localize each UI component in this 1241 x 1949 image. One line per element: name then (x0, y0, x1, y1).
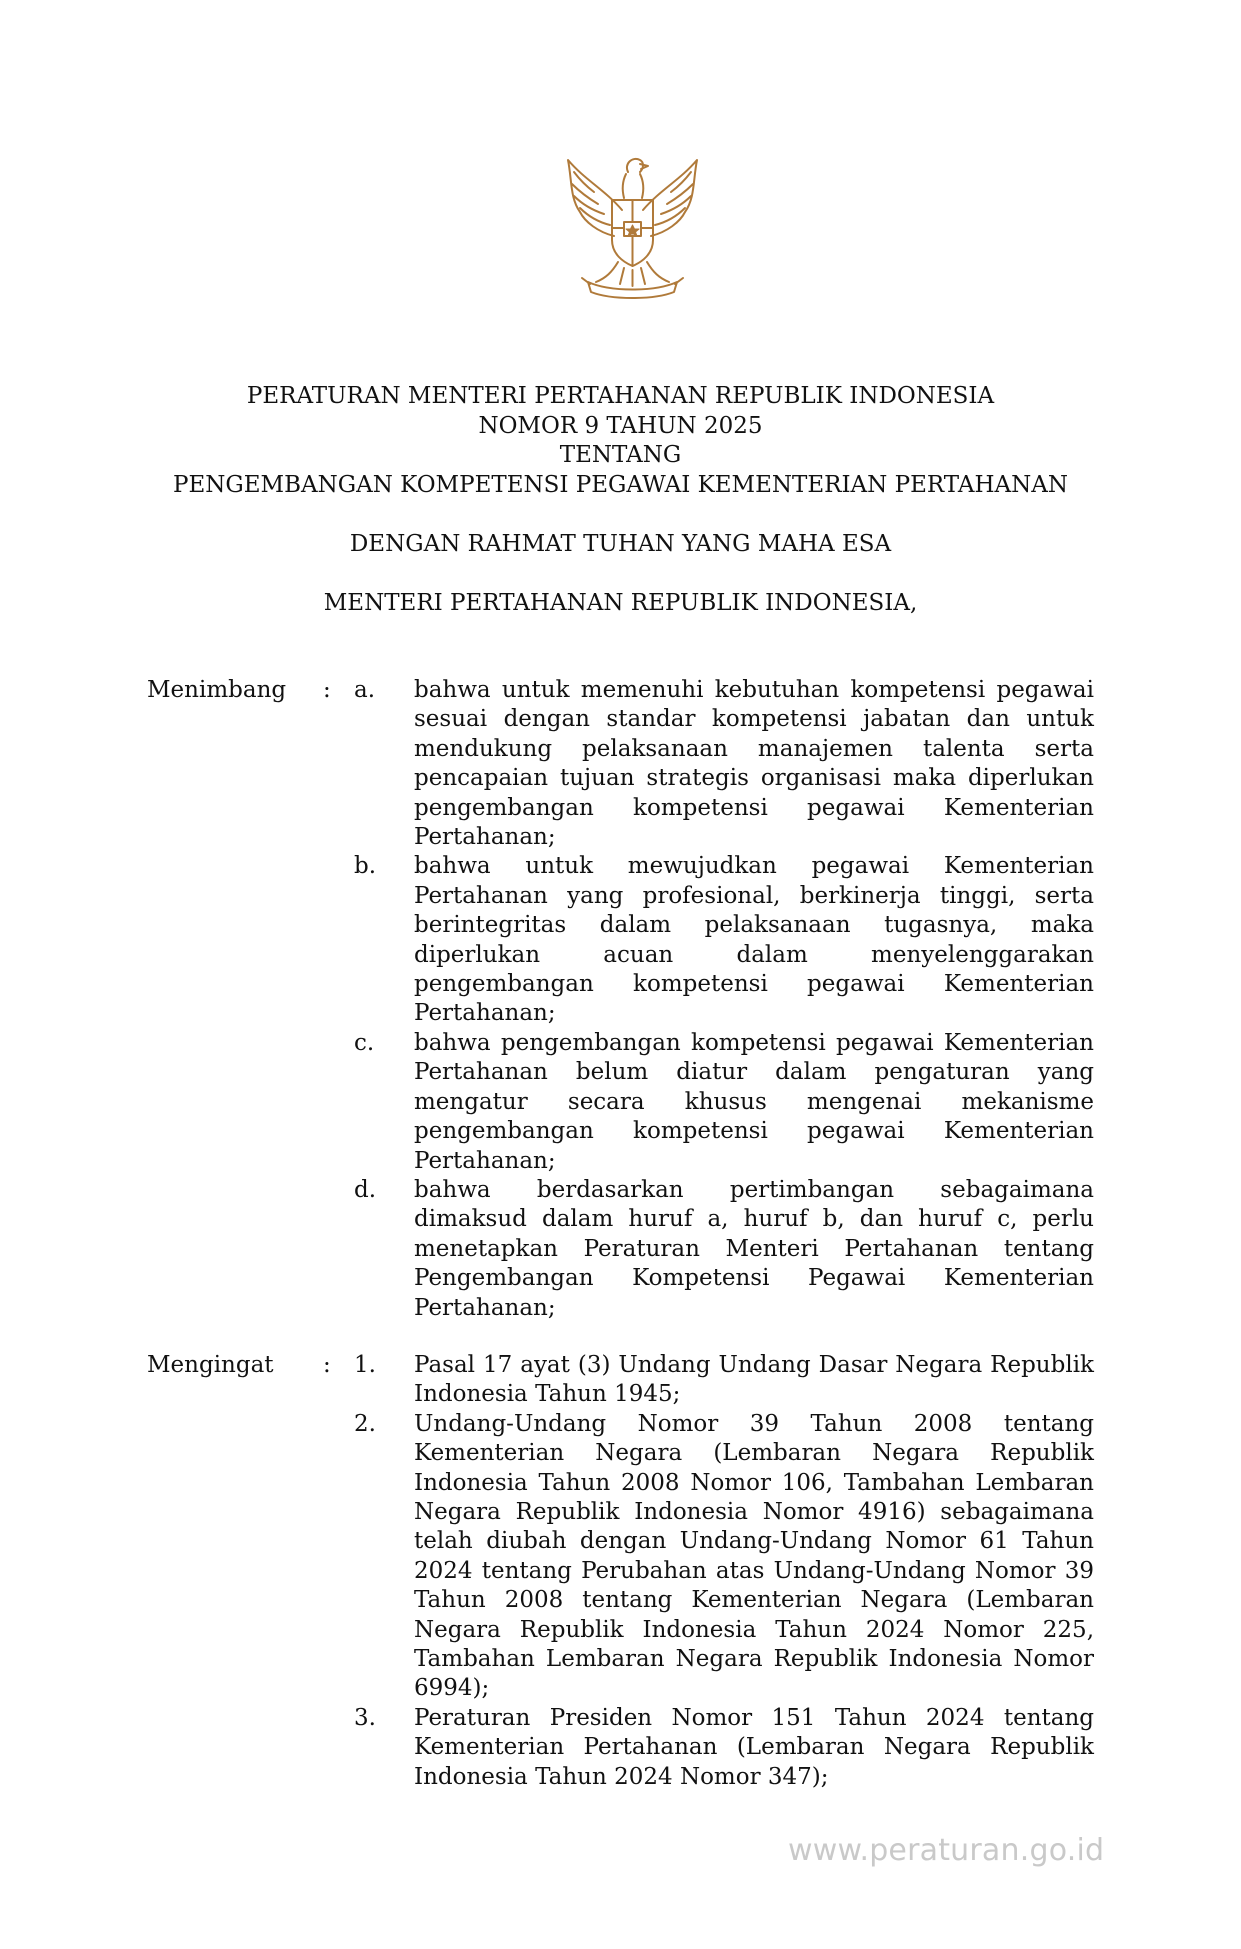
item-text: Pasal 17 ayat (3) Undang Undang Dasar Negara Republik Indonesia Tahun 1945; (414, 1352, 1094, 1408)
regulation-number: NOMOR 9 TAHUN 2025 (478, 412, 763, 439)
item-text: bahwa untuk mewujudkan pegawai Kementerian Pertahanan yang profesional, berkinerja tinggi, serta berintegritas dalam pelaksanaan tugasnya, maka diperlukan acuan dalam menyelenggarakan pengembangan kompetensi pegawai Kementerian Pertahanan; (414, 853, 1094, 1027)
item-text: Peraturan Presiden Nomor 151 Tahun 2024 tentang Kementerian Pertahanan (Lembaran Negara Republik Indonesia Tahun 2024 Nomor 347); (414, 1704, 1094, 1790)
item-text: Undang-Undang Nomor 39 Tahun 2008 tentang Kementerian Negara (Lembaran Negara Republik Indonesia Tahun 2008 Nomor 106, Tambahan Lembaran Negara Republik Indonesia Nomor 4916) sebagaimana telah diubah dengan Undang-Undang Nomor 61 Tahun 2024 tentang Perubahan atas Undang-Undang Nomor 39 Tahun 2008 tentang Kementerian Negara (Lembaran Negara Republik Indonesia Tahun 2024 Nomor 225, Tambahan Lembaran Negara Republik Indonesia Nomor 6994); (414, 1410, 1094, 1702)
mengingat-colon: : (323, 1352, 331, 1378)
menimbang-label: Menimbang (147, 677, 287, 703)
menimbang-item-c (147, 1029, 1097, 1176)
header-gap (0, 500, 1241, 530)
menimbang-item-a (147, 676, 1097, 852)
mengingat-label: Mengingat (147, 1352, 274, 1378)
issuer: MENTERI PERTAHANAN REPUBLIK INDONESIA, (323, 589, 918, 616)
item-marker: d. (354, 1176, 377, 1203)
garuda-emblem (560, 150, 705, 300)
menimbang-colon: : (323, 677, 331, 703)
regulation-title: PERATURAN MENTERI PERTAHANAN REPUBLIK INDONESIA (246, 383, 995, 409)
item-text: bahwa berdasarkan pertimbangan sebagaimana dimaksud dalam huruf a, huruf b, dan huruf c, perlu menetapkan Peraturan Menteri Pertahanan tentang Pengembangan Kompetensi Pegawai Kementerian Pertahanan; (414, 1176, 1094, 1321)
mengingat-list (147, 1351, 1097, 1792)
menimbang-item-b (147, 852, 1097, 1028)
item-marker: 2. (354, 1410, 376, 1437)
menimbang-item-d (147, 1176, 1097, 1323)
header-gap (0, 559, 1241, 589)
item-text: bahwa untuk memenuhi kebutuhan kompetensi pegawai sesuai dengan standar kompetensi jabatan dan untuk mendukung pelaksanaan manajemen talenta serta pencapaian tujuan strategis organisasi maka diperlukan pengembangan kompetensi pegawai Kementerian Pertahanan; (414, 677, 1094, 851)
item-marker: a. (354, 677, 376, 703)
item-marker: c. (354, 1029, 375, 1056)
menimbang-list (147, 676, 1097, 1323)
garuda-emblem-icon (560, 150, 705, 300)
item-marker: 3. (354, 1704, 376, 1731)
regulation-about: TENTANG (559, 442, 682, 468)
invocation: DENGAN RAHMAT TUHAN YANG MAHA ESA (349, 530, 892, 557)
item-marker: b. (354, 853, 377, 880)
item-text: bahwa pengembangan kompetensi pegawai Kementerian Pertahanan belum diatur dalam pengaturan yang mengatur secara khusus mengenai mekanisme pengembangan kompetensi pegawai Kementerian Pertahanan; (414, 1029, 1094, 1174)
item-marker: 1. (354, 1352, 376, 1378)
regulation-subject: PENGEMBANGAN KOMPETENSI PEGAWAI KEMENTERIAN PERTAHANAN (172, 471, 1069, 498)
mengingat-item-2 (147, 1410, 1097, 1704)
mengingat-item-1 (147, 1351, 1097, 1410)
document-header (0, 382, 1241, 618)
website-watermark: www.peraturan.go.id (788, 1833, 1105, 1868)
mengingat-item-3 (147, 1704, 1097, 1792)
